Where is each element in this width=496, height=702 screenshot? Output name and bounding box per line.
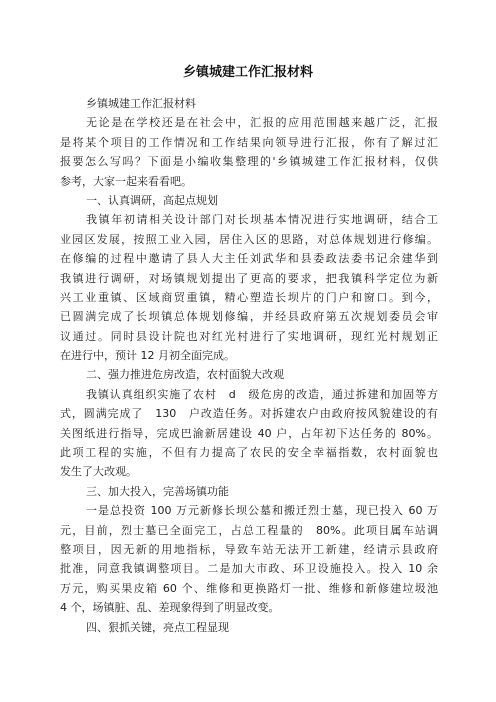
text-line: 在进行中，预计 12 月初全面完成。 xyxy=(60,349,235,363)
text-line: 无论是在学校还是在社会中，汇报的应用范围越来越广泛，汇报 xyxy=(86,116,438,130)
text-line: 此项工程的实施，不但有力提高了农民的安全幸福指数，农村面貌也 xyxy=(60,446,438,460)
document-body xyxy=(60,94,438,637)
text-line: 报要怎么写吗？下面是小编收集整理的'乡镇城建工作汇报材料，仅供 xyxy=(60,155,438,169)
text-line: 发生了大改观。 xyxy=(60,465,137,479)
text-line: 三、加大投入，完善场镇功能 xyxy=(86,484,229,498)
text-line: 议通过。同时县设计院也对红光村进行了实地调研，现红光村规划正 xyxy=(60,329,438,343)
text-line: 我镇进行调研，对场镇规划提出了更高的要求，把我镇科学定位为新 xyxy=(60,271,438,285)
text-line: 参考，大家一起来看看吧。 xyxy=(60,174,192,188)
text-line: 4 个，场镇脏、乱、差现象得到了明显改变。 xyxy=(60,601,280,615)
text-line: 是将某个项目的工作情况和工作结果向领导进行汇报，你有了解过汇 xyxy=(60,135,438,149)
text-line: 我镇认真组织实施了农村 d 级危房的改造，通过拆建和加固等方 xyxy=(86,387,438,401)
text-line: 我镇年初请相关设计部门对长坝基本情况进行实地调研，结合工 xyxy=(86,213,438,227)
text-line: 四、狠抓关键，亮点工程显现 xyxy=(86,620,229,634)
text-line: 万元，购买果皮箱 60 个、维修和更换路灯一批、维修和新修建垃圾池 xyxy=(60,581,438,595)
text-line: 在修编的过程中邀请了县人大主任刘武华和县委政法委书记余建华到 xyxy=(60,252,438,266)
text-line: 一是总投资 100 万元新修长坝公墓和搬迁烈士墓，现已投入 60 万 xyxy=(86,504,438,518)
text-line: 式，圆满完成了 130 户改造任务。对拆建农户由政府按风貌建设的有 xyxy=(60,407,438,421)
text-line: 乡镇城建工作汇报材料 xyxy=(86,97,196,110)
text-line: 二、强力推进危房改造，农村面貌大改观 xyxy=(86,368,284,382)
text-line: 兴工业重镇、区域商贸重镇，精心塑造长坝片的门户和窗口。到今， xyxy=(60,290,438,304)
text-line: 关图纸进行指导，完成巴渝新居建设 40 户，占年初下达任务的 80%。 xyxy=(60,426,438,440)
text-line: 批准，同意我镇调整项目。二是加大市政、环卫设施投入。投入 10 余 xyxy=(60,562,438,576)
text-line: 业园区发展，按照工业入园，居住入区的思路，对总体规划进行修编。 xyxy=(60,232,438,246)
text-line: 元，目前，烈士墓已全面完工，占总工程量的 80%。此项目属车站调 xyxy=(60,523,438,537)
text-line: 整项目，因无新的用地指标，导致车站无法开工新建，经请示县政府 xyxy=(60,542,438,556)
document-title: 乡镇城建工作汇报材料 xyxy=(182,65,313,80)
text-line: 一、认真调研，高起点规划 xyxy=(86,193,218,207)
text-line: 已圆满完成了长坝镇总体规划修编，并经县政府第五次规划委员会审 xyxy=(60,310,438,324)
